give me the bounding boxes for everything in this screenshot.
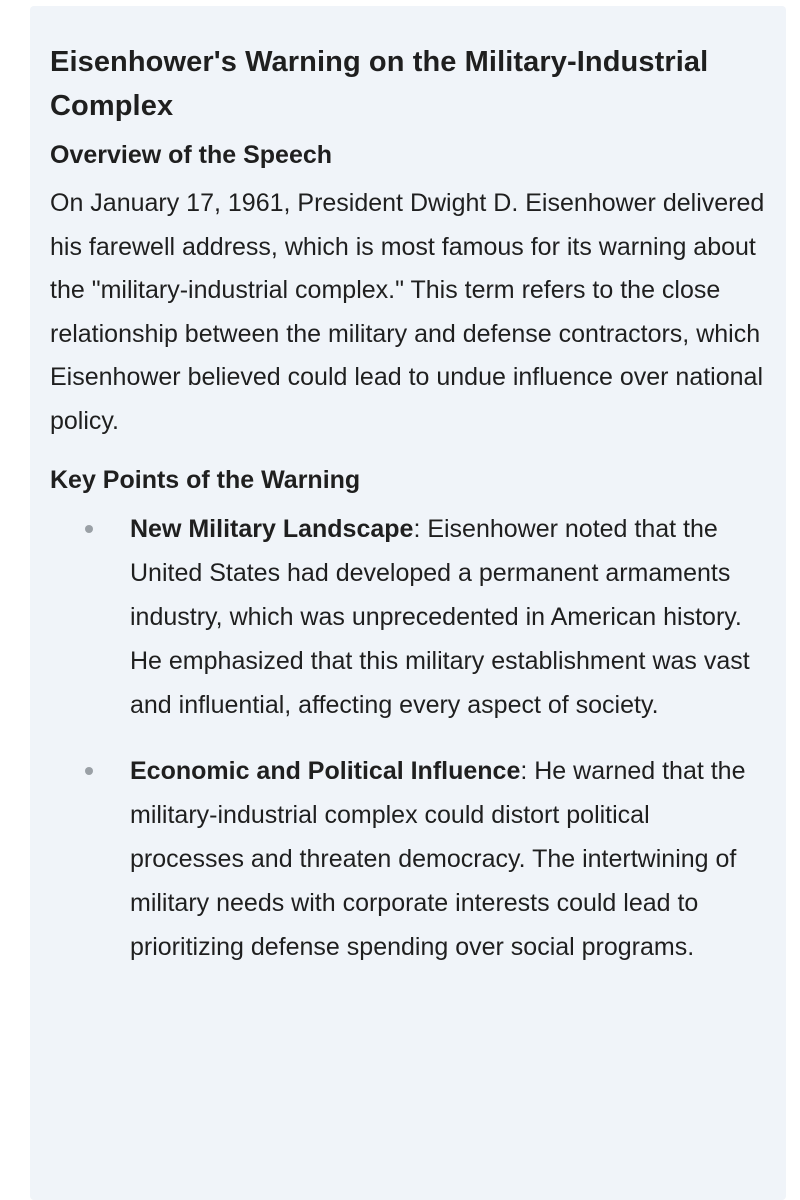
key-points-list — [50, 507, 766, 969]
bullet-dot-icon — [85, 767, 93, 775]
point-term: New Military Landscape — [130, 515, 414, 543]
point-term: Economic and Political Influence — [130, 757, 521, 785]
bullet-dot-icon — [85, 525, 93, 533]
list-item — [50, 507, 766, 727]
overview-heading: Overview of the Speech — [50, 141, 333, 169]
list-item — [50, 749, 766, 969]
point-text: : Eisenhower noted that the United States had developed a permanent armaments industry, which was unprecedented in American history. He emphasized that this military establishment was vast and influential, affecting every aspect of society. — [130, 515, 750, 719]
response-card — [30, 6, 786, 1200]
article-title: Eisenhower's Warning on the Military-Industrial Complex — [50, 46, 709, 122]
overview-paragraph: On January 17, 1961, President Dwight D. Eisenhower delivered his farewell address, which is most famous for its warning about the "military-industrial complex." This term refers to the close relationship between the military and defense contractors, which Eisenhower believed could lead to undue influence over national policy. — [50, 189, 765, 435]
point-text: : He warned that the military-industrial complex could distort political processes and threaten democracy. The intertwining of military needs with corporate interests could lead to prioritizing defense spending over social programs. — [130, 757, 746, 961]
key-points-heading: Key Points of the Warning — [50, 466, 361, 494]
